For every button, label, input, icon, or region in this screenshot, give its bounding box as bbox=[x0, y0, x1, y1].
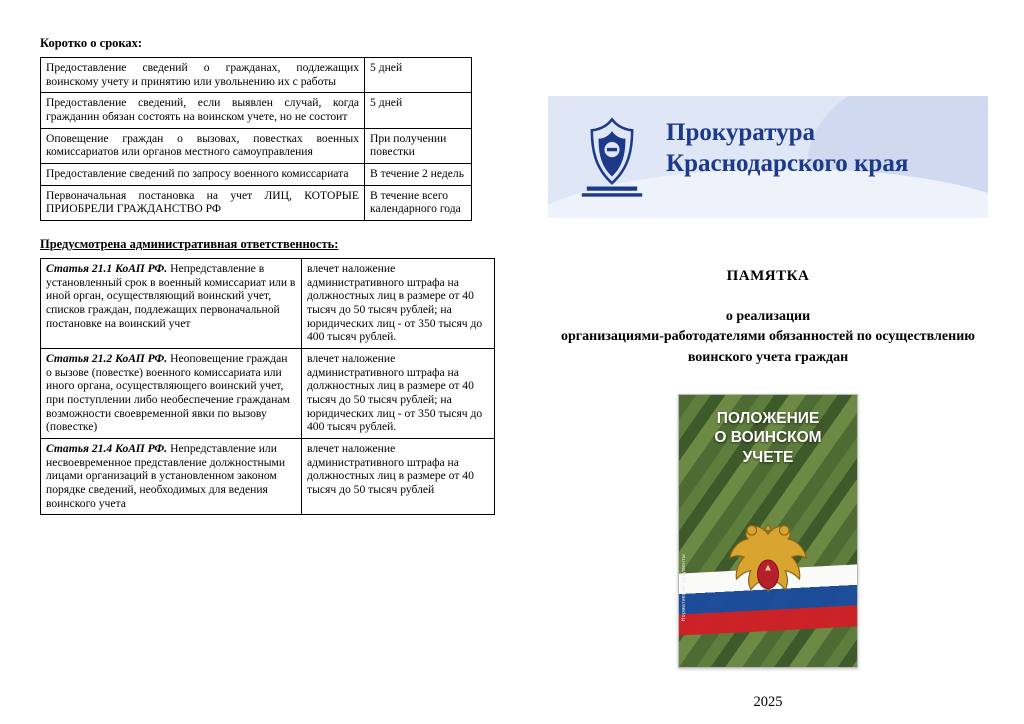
penalty-cell: влечет наложение административного штрафа на должностных лиц в размере от 40 тысяч до 50 тысяч рублей; на юридических лиц - от 350 тысяч до 400 тысяч рублей. bbox=[302, 349, 495, 439]
article-cell bbox=[41, 439, 302, 515]
article-cell bbox=[41, 349, 302, 439]
table-row bbox=[41, 128, 472, 163]
booklet-title bbox=[679, 409, 857, 467]
term-description: Оповещение граждан о вызовах, повестках военных комиссариатов или органов местного самоуправления bbox=[41, 128, 365, 163]
penalty-cell: влечет наложение административного штрафа на должностных лиц в размере от 40 тысяч до 50 тысяч рублей bbox=[302, 439, 495, 515]
article-text: Непредставление или несвоевременное представление должностными лицами организаций в установленном законом порядке сведений, необходимых для ведения воинского учета bbox=[46, 442, 286, 510]
booklet-side-text: Нормативные документы bbox=[681, 553, 687, 621]
memo-title: ПАМЯТКА bbox=[726, 268, 810, 284]
memo-subtitle-line1: о реализации bbox=[725, 309, 811, 324]
spacer bbox=[40, 221, 472, 237]
article-title: Статья 21.2 КоАП РФ. bbox=[46, 352, 168, 366]
term-description: Предоставление сведений, если выявлен случай, когда гражданин обязан состоять на воинском учете, но не состоит bbox=[41, 93, 365, 128]
terms-heading: Коротко о сроках: bbox=[40, 36, 143, 50]
prosecutor-emblem-icon bbox=[570, 116, 654, 200]
banner-title-line1: Прокуратура bbox=[666, 119, 816, 146]
term-description: Предоставление сведений о гражданах, подлежащих воинскому учету и принятию или увольнению их с работы bbox=[41, 58, 365, 93]
booklet-image-wrap bbox=[548, 394, 988, 668]
banner-title-line2: Краснодарского края bbox=[666, 149, 909, 177]
article-title: Статья 21.1 КоАП РФ. bbox=[46, 262, 168, 276]
memo-subtitle-line2: организациями-работодателями обязанностей по осуществлению воинского учета граждан bbox=[561, 329, 975, 365]
prosecutor-office-banner bbox=[548, 96, 988, 218]
booklet-title-line2: О ВОИНСКОМ bbox=[714, 429, 822, 447]
term-value: При получении повестки bbox=[365, 128, 472, 163]
term-value: В течение 2 недель bbox=[365, 164, 472, 186]
liability-table bbox=[40, 258, 495, 515]
penalty-cell: влечет наложение административного штрафа на должностных лиц в размере от 40 тысяч до 50 тысяч рублей; на юридических лиц - от 350 тысяч до 400 тысяч рублей. bbox=[302, 259, 495, 349]
table-row bbox=[41, 185, 472, 220]
table-row bbox=[41, 259, 495, 349]
term-value: 5 дней bbox=[365, 93, 472, 128]
year-label: 2025 bbox=[753, 693, 783, 710]
table-row bbox=[41, 439, 495, 515]
term-description: Первоначальная постановка на учет ЛИЦ, КОТОРЫЕ ПРИОБРЕЛИ ГРАЖДАНСТВО РФ bbox=[41, 185, 365, 220]
term-value: В течение всего календарного года bbox=[365, 185, 472, 220]
left-column bbox=[40, 36, 483, 515]
memo-subtitle bbox=[548, 307, 988, 368]
banner-title bbox=[666, 118, 908, 179]
right-column bbox=[548, 96, 988, 711]
term-description: Предоставление сведений по запросу военного комиссариата bbox=[41, 164, 365, 186]
article-text: Неоповещение граждан о вызове (повестке) военного комиссариата или иного органа, осуществляющего воинский учет, при поступлении либо необеспечение гражданам возможности своевременной явки по вызову (повестке) bbox=[46, 352, 290, 434]
article-title: Статья 21.4 КоАП РФ. bbox=[46, 442, 168, 456]
booklet-cover-image bbox=[678, 394, 858, 668]
table-row bbox=[41, 58, 472, 93]
table-row bbox=[41, 164, 472, 186]
article-cell bbox=[41, 259, 302, 349]
term-value: 5 дней bbox=[365, 58, 472, 93]
liability-heading: Предусмотрена административная ответственность: bbox=[40, 237, 339, 252]
table-row bbox=[41, 93, 472, 128]
terms-table bbox=[40, 57, 472, 221]
article-text: Непредставление в установленный срок в военный комиссариат или в иной орган, осуществляющий воинский учет, списков граждан, подлежащих первоначальной постановке на воинский учет bbox=[46, 262, 296, 330]
booklet-title-line1: ПОЛОЖЕНИЕ bbox=[716, 409, 820, 427]
double-headed-eagle-icon bbox=[720, 515, 816, 625]
table-row bbox=[41, 349, 495, 439]
booklet-title-line3: УЧЕТЕ bbox=[742, 448, 794, 466]
